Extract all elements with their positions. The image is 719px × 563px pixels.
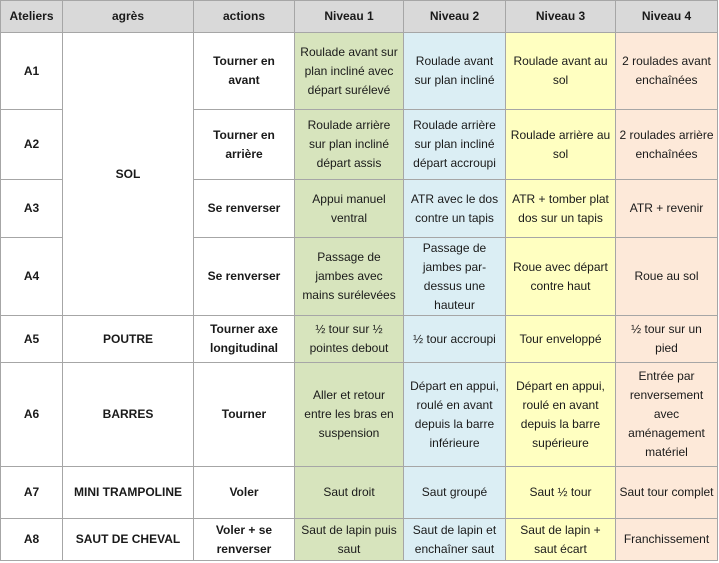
niveau-2-cell: ATR avec le dos contre un tapis bbox=[404, 180, 506, 238]
niveau-1-cell: Aller et retour entre les bras en suspension bbox=[295, 363, 404, 467]
action-cell: Tourner bbox=[194, 363, 295, 467]
header-actions: actions bbox=[194, 1, 295, 33]
action-cell: Tourner en arrière bbox=[194, 110, 295, 180]
atelier-id: A4 bbox=[1, 238, 63, 316]
niveau-4-cell: Entrée par renversement avec aménagement matériel bbox=[616, 363, 718, 467]
header-ateliers: Ateliers bbox=[1, 1, 63, 33]
agres-cell: POUTRE bbox=[63, 316, 194, 363]
niveau-3-cell: Roulade avant au sol bbox=[506, 33, 616, 110]
agres-cell: SAUT DE CHEVAL bbox=[63, 519, 194, 561]
niveau-3-cell: Saut de lapin + saut écart bbox=[506, 519, 616, 561]
agres-cell: SOL bbox=[63, 33, 194, 316]
action-cell: Tourner en avant bbox=[194, 33, 295, 110]
niveau-4-cell: Franchissement bbox=[616, 519, 718, 561]
niveau-3-cell: Départ en appui, roulé en avant depuis la barre supérieure bbox=[506, 363, 616, 467]
header-niveau-4: Niveau 4 bbox=[616, 1, 718, 33]
header-agres: agrès bbox=[63, 1, 194, 33]
action-cell: Voler + se renverser bbox=[194, 519, 295, 561]
niveau-3-cell: Tour enveloppé bbox=[506, 316, 616, 363]
header-row bbox=[1, 1, 718, 33]
niveau-1-cell: Passage de jambes avec mains surélevées bbox=[295, 238, 404, 316]
niveau-1-cell: Roulade arrière sur plan incliné départ assis bbox=[295, 110, 404, 180]
table-row bbox=[1, 467, 718, 519]
agres-cell: MINI TRAMPOLINE bbox=[63, 467, 194, 519]
niveau-4-cell: Saut tour complet bbox=[616, 467, 718, 519]
niveau-2-cell: Roulade avant sur plan incliné bbox=[404, 33, 506, 110]
niveau-3-cell: Saut ½ tour bbox=[506, 467, 616, 519]
atelier-id: A6 bbox=[1, 363, 63, 467]
niveau-2-cell: ½ tour accroupi bbox=[404, 316, 506, 363]
niveau-3-cell: Roue avec départ contre haut bbox=[506, 238, 616, 316]
atelier-id: A3 bbox=[1, 180, 63, 238]
table-row bbox=[1, 33, 718, 110]
niveau-1-cell: Saut droit bbox=[295, 467, 404, 519]
niveau-2-cell: Saut de lapin et enchaîner saut bbox=[404, 519, 506, 561]
niveau-2-cell: Roulade arrière sur plan incliné départ accroupi bbox=[404, 110, 506, 180]
table-row bbox=[1, 316, 718, 363]
agres-cell: BARRES bbox=[63, 363, 194, 467]
niveau-2-cell: Passage de jambes par-dessus une hauteur bbox=[404, 238, 506, 316]
niveau-1-cell: Roulade avant sur plan incliné avec départ surélevé bbox=[295, 33, 404, 110]
niveau-4-cell: ATR + revenir bbox=[616, 180, 718, 238]
niveau-4-cell: 2 roulades arrière enchaînées bbox=[616, 110, 718, 180]
atelier-id: A2 bbox=[1, 110, 63, 180]
atelier-id: A7 bbox=[1, 467, 63, 519]
atelier-id: A8 bbox=[1, 519, 63, 561]
atelier-id: A1 bbox=[1, 33, 63, 110]
niveau-1-cell: ½ tour sur ½ pointes debout bbox=[295, 316, 404, 363]
niveau-4-cell: Roue au sol bbox=[616, 238, 718, 316]
niveau-2-cell: Saut groupé bbox=[404, 467, 506, 519]
atelier-id: A5 bbox=[1, 316, 63, 363]
niveau-1-cell: Appui manuel ventral bbox=[295, 180, 404, 238]
niveau-3-cell: ATR + tomber plat dos sur un tapis bbox=[506, 180, 616, 238]
niveau-1-cell: Saut de lapin puis saut bbox=[295, 519, 404, 561]
niveau-4-cell: 2 roulades avant enchaînées bbox=[616, 33, 718, 110]
action-cell: Se renverser bbox=[194, 238, 295, 316]
table-row bbox=[1, 363, 718, 467]
niveau-3-cell: Roulade arrière au sol bbox=[506, 110, 616, 180]
header-niveau-1: Niveau 1 bbox=[295, 1, 404, 33]
header-niveau-3: Niveau 3 bbox=[506, 1, 616, 33]
niveau-2-cell: Départ en appui, roulé en avant depuis la barre inférieure bbox=[404, 363, 506, 467]
action-cell: Voler bbox=[194, 467, 295, 519]
table-row bbox=[1, 519, 718, 561]
action-cell: Tourner axe longitudinal bbox=[194, 316, 295, 363]
niveau-4-cell: ½ tour sur un pied bbox=[616, 316, 718, 363]
header-niveau-2: Niveau 2 bbox=[404, 1, 506, 33]
action-cell: Se renverser bbox=[194, 180, 295, 238]
